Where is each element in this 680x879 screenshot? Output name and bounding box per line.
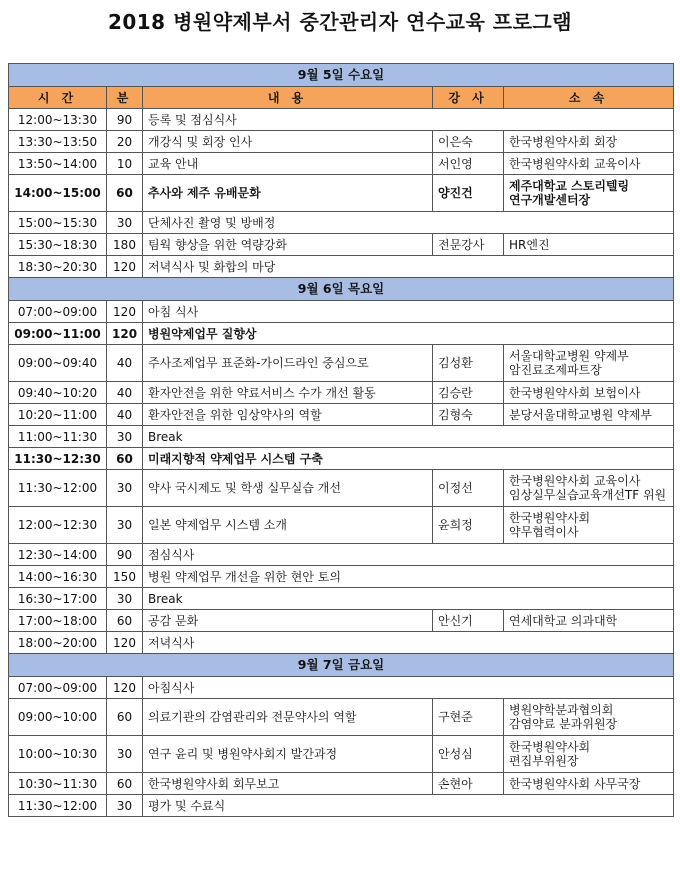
affiliation-line: 병원약학분과협의회 xyxy=(509,703,614,717)
affiliation-cell xyxy=(504,175,674,212)
table-row xyxy=(9,382,674,404)
lecturer-cell: 김형숙 xyxy=(433,404,504,426)
time-cell: 13:50~14:00 xyxy=(9,153,107,175)
content-cell: 연구 윤리 및 병원약사회지 발간과정 xyxy=(143,736,433,773)
affiliation-line: 연세대학교 의과대학 xyxy=(509,613,618,628)
affiliation-line: 편집부위원장 xyxy=(509,754,579,768)
minutes-cell: 120 xyxy=(107,677,143,699)
minutes-cell: 40 xyxy=(107,345,143,382)
time-cell: 10:00~10:30 xyxy=(9,736,107,773)
affiliation-line: 서울대학교병원 약제부 xyxy=(509,349,629,363)
time-cell: 15:30~18:30 xyxy=(9,234,107,256)
minutes-cell: 30 xyxy=(107,426,143,448)
time-cell: 09:00~09:40 xyxy=(9,345,107,382)
affiliation-line: 한국병원약사회 xyxy=(509,740,591,754)
content-cell: 개강식 및 회장 인사 xyxy=(143,131,433,153)
time-cell: 11:00~11:30 xyxy=(9,426,107,448)
table-row xyxy=(9,234,674,256)
minutes-cell: 60 xyxy=(107,175,143,212)
content-cell: 교육 안내 xyxy=(143,153,433,175)
lecturer-cell: 김성환 xyxy=(433,345,504,382)
content-cell: 아침 식사 xyxy=(143,301,674,323)
lecturer-cell: 전문강사 xyxy=(433,234,504,256)
time-cell: 10:30~11:30 xyxy=(9,773,107,795)
affiliation-line: HR엔진 xyxy=(509,237,550,252)
affiliation-line: 한국병원약사회 교육이사 xyxy=(509,474,641,488)
minutes-cell: 120 xyxy=(107,632,143,654)
minutes-cell: 30 xyxy=(107,470,143,507)
minutes-cell: 150 xyxy=(107,566,143,588)
lecturer-cell: 안성심 xyxy=(433,736,504,773)
content-cell: 미래지향적 약제업무 시스템 구축 xyxy=(143,448,674,470)
page-title: 2018 병원약제부서 중간관리자 연수교육 프로그램 xyxy=(107,10,573,34)
time-cell: 11:30~12:30 xyxy=(9,448,107,470)
affiliation-line: 임상실무실습교육개선TF 위원 xyxy=(509,488,667,502)
day-header-row xyxy=(9,654,674,677)
table-row xyxy=(9,736,674,773)
table-row xyxy=(9,566,674,588)
day-label: 9월 6일 목요일 xyxy=(9,278,674,301)
minutes-cell: 10 xyxy=(107,153,143,175)
affiliation-cell xyxy=(504,736,674,773)
affiliation-line: 연구개발센터장 xyxy=(509,193,591,207)
lecturer-cell: 손현아 xyxy=(433,773,504,795)
minutes-cell: 30 xyxy=(107,212,143,234)
lecturer-cell: 서인영 xyxy=(433,153,504,175)
affiliation-cell xyxy=(504,234,674,256)
lecturer-cell: 이은숙 xyxy=(433,131,504,153)
time-cell: 11:30~12:00 xyxy=(9,795,107,817)
table-row xyxy=(9,345,674,382)
time-cell: 07:00~09:00 xyxy=(9,677,107,699)
time-cell: 15:00~15:30 xyxy=(9,212,107,234)
table-row xyxy=(9,632,674,654)
time-cell: 09:00~11:00 xyxy=(9,323,107,345)
affiliation-cell xyxy=(504,404,674,426)
content-cell: 점심식사 xyxy=(143,544,674,566)
affiliation-cell xyxy=(504,470,674,507)
day-header-row xyxy=(9,278,674,301)
time-cell: 18:30~20:30 xyxy=(9,256,107,278)
affiliation-cell xyxy=(504,773,674,795)
minutes-cell: 30 xyxy=(107,507,143,544)
content-cell: 팀웍 향상을 위한 역량강화 xyxy=(143,234,433,256)
content-cell: 아침식사 xyxy=(143,677,674,699)
table-row xyxy=(9,301,674,323)
minutes-cell: 40 xyxy=(107,382,143,404)
time-cell: 11:30~12:00 xyxy=(9,470,107,507)
table-row xyxy=(9,212,674,234)
affiliation-cell xyxy=(504,610,674,632)
table-row xyxy=(9,588,674,610)
table-row xyxy=(9,699,674,736)
content-cell: 등록 및 점심식사 xyxy=(143,109,674,131)
header-time: 시 간 xyxy=(9,87,107,109)
content-cell: 공감 문화 xyxy=(143,610,433,632)
table-row xyxy=(9,323,674,345)
content-cell: 한국병원약사회 회무보고 xyxy=(143,773,433,795)
content-cell: 환자안전을 위한 약료서비스 수가 개선 활동 xyxy=(143,382,433,404)
affiliation-cell xyxy=(504,382,674,404)
content-cell: 병원약제업무 질향상 xyxy=(143,323,674,345)
header-content: 내 용 xyxy=(143,87,433,109)
content-cell: 저녁식사 및 화합의 마당 xyxy=(143,256,674,278)
day-label: 9월 5일 수요일 xyxy=(9,64,674,87)
table-row xyxy=(9,507,674,544)
time-cell: 18:00~20:00 xyxy=(9,632,107,654)
table-row xyxy=(9,544,674,566)
lecturer-cell: 이정선 xyxy=(433,470,504,507)
time-cell: 12:30~14:00 xyxy=(9,544,107,566)
schedule-table xyxy=(8,63,674,817)
content-cell: 병원 약제업무 개선을 위한 현안 토의 xyxy=(143,566,674,588)
table-row xyxy=(9,426,674,448)
affiliation-line: 한국병원약사회 회장 xyxy=(509,134,618,149)
header-minutes: 분 xyxy=(107,87,143,109)
lecturer-cell: 김승란 xyxy=(433,382,504,404)
minutes-cell: 20 xyxy=(107,131,143,153)
header-lecturer: 강 사 xyxy=(433,87,504,109)
affiliation-cell xyxy=(504,153,674,175)
content-cell: 일본 약제업무 시스템 소개 xyxy=(143,507,433,544)
minutes-cell: 30 xyxy=(107,736,143,773)
table-row xyxy=(9,109,674,131)
affiliation-line: 약무협력이사 xyxy=(509,525,579,539)
time-cell: 17:00~18:00 xyxy=(9,610,107,632)
content-cell: Break xyxy=(143,426,674,448)
content-cell: 평가 및 수료식 xyxy=(143,795,674,817)
content-cell: 주사조제업무 표준화-가이드라인 중심으로 xyxy=(143,345,433,382)
minutes-cell: 30 xyxy=(107,795,143,817)
lecturer-cell: 양진건 xyxy=(433,175,504,212)
content-cell: 단체사진 촬영 및 방배정 xyxy=(143,212,674,234)
table-row xyxy=(9,677,674,699)
minutes-cell: 30 xyxy=(107,588,143,610)
table-row xyxy=(9,256,674,278)
lecturer-cell: 안신기 xyxy=(433,610,504,632)
day-header-row xyxy=(9,64,674,87)
affiliation-line: 감염약료 분과위원장 xyxy=(509,717,618,731)
table-row xyxy=(9,131,674,153)
minutes-cell: 60 xyxy=(107,610,143,632)
content-cell: 약사 국시제도 및 학생 실무실습 개선 xyxy=(143,470,433,507)
minutes-cell: 40 xyxy=(107,404,143,426)
affiliation-cell xyxy=(504,345,674,382)
minutes-cell: 60 xyxy=(107,448,143,470)
content-cell: 환자안전을 위한 임상약사의 역할 xyxy=(143,404,433,426)
time-cell: 09:00~10:00 xyxy=(9,699,107,736)
minutes-cell: 120 xyxy=(107,301,143,323)
affiliation-line: 제주대학교 스토리텔링 xyxy=(509,179,630,193)
table-row xyxy=(9,773,674,795)
minutes-cell: 90 xyxy=(107,109,143,131)
table-row xyxy=(9,470,674,507)
time-cell: 07:00~09:00 xyxy=(9,301,107,323)
table-row xyxy=(9,404,674,426)
lecturer-cell: 윤희정 xyxy=(433,507,504,544)
content-cell: 의료기관의 감염관리와 전문약사의 역할 xyxy=(143,699,433,736)
minutes-cell: 60 xyxy=(107,699,143,736)
header-affiliation: 소 속 xyxy=(504,87,674,109)
time-cell: 10:20~11:00 xyxy=(9,404,107,426)
time-cell: 09:40~10:20 xyxy=(9,382,107,404)
minutes-cell: 180 xyxy=(107,234,143,256)
affiliation-line: 암진료조제파트장 xyxy=(509,363,602,377)
table-row xyxy=(9,795,674,817)
minutes-cell: 90 xyxy=(107,544,143,566)
time-cell: 13:30~13:50 xyxy=(9,131,107,153)
affiliation-line: 분당서울대학교병원 약제부 xyxy=(509,407,652,422)
time-cell: 12:00~12:30 xyxy=(9,507,107,544)
affiliation-cell xyxy=(504,507,674,544)
affiliation-cell xyxy=(504,131,674,153)
affiliation-line: 한국병원약사회 교육이사 xyxy=(509,156,641,171)
minutes-cell: 120 xyxy=(107,256,143,278)
affiliation-line: 한국병원약사회 xyxy=(509,511,591,525)
time-cell: 16:30~17:00 xyxy=(9,588,107,610)
day-label: 9월 7일 금요일 xyxy=(9,654,674,677)
affiliation-cell xyxy=(504,699,674,736)
affiliation-line: 한국병원약사회 보험이사 xyxy=(509,385,641,400)
time-cell: 14:00~15:00 xyxy=(9,175,107,212)
column-header-row xyxy=(9,87,674,109)
table-row xyxy=(9,448,674,470)
minutes-cell: 60 xyxy=(107,773,143,795)
lecturer-cell: 구현준 xyxy=(433,699,504,736)
content-cell: 저녁식사 xyxy=(143,632,674,654)
table-row xyxy=(9,610,674,632)
content-cell: Break xyxy=(143,588,674,610)
minutes-cell: 120 xyxy=(107,323,143,345)
affiliation-line: 한국병원약사회 사무국장 xyxy=(509,776,641,791)
table-row xyxy=(9,153,674,175)
time-cell: 12:00~13:30 xyxy=(9,109,107,131)
time-cell: 14:00~16:30 xyxy=(9,566,107,588)
content-cell: 추사와 제주 유배문화 xyxy=(143,175,433,212)
table-row xyxy=(9,175,674,212)
